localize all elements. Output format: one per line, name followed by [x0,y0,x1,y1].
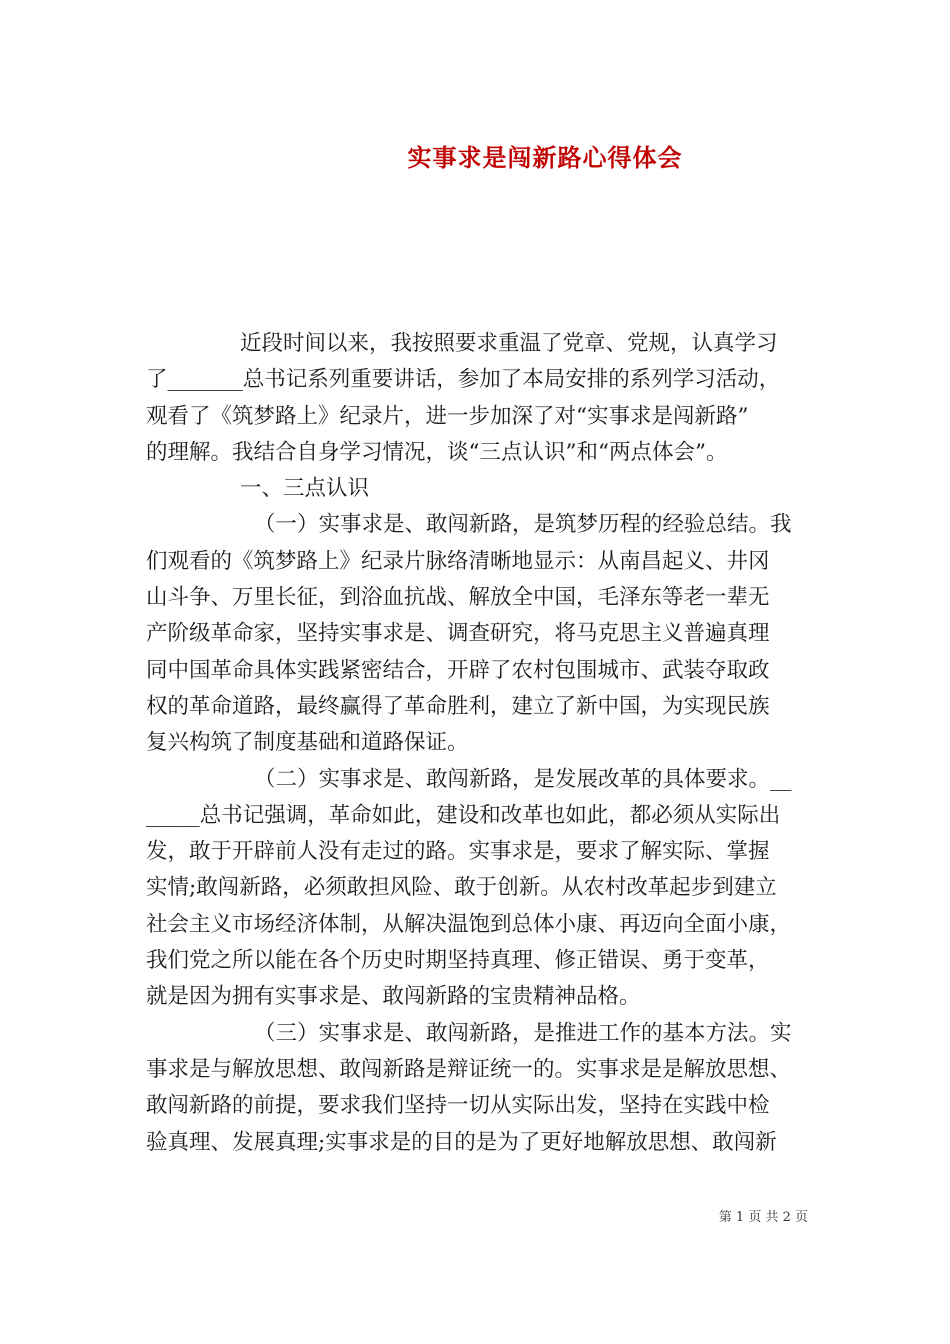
body-text-line: （一）实事求是、敢闯新路，是筑梦历程的经验总结。我 [254,512,792,538]
body-text-line: 产阶级革命家，坚持实事求是、调查研究，将马克思主义普遍真理 [146,621,770,647]
page-footer: 第 1 页 共 2 页 [718,1210,808,1225]
body-text-line: 发，敢于开辟前人没有走过的路。实事求是，要求了解实际、掌握 [146,839,770,865]
body-text-line: 观看了《筑梦路上》纪录片，进一步加深了对“实事求是闯新路” [146,403,749,429]
body-text-line: 山斗争、万里长征，到浴血抗战、解放全中国，毛泽东等老一辈无 [146,585,770,611]
body-text-line: 了_______总书记系列重要讲话，参加了本局安排的系列学习活动， [146,367,781,393]
body-text-line: 验真理、发展真理;实事求是的目的是为了更好地解放思想、敢闯新 [146,1129,777,1155]
body-text-line: 我们党之所以能在各个历史时期坚持真理、修正错误、勇于变革， [146,948,770,974]
document-body [146,326,812,1161]
body-text-line: 敢闯新路的前提，要求我们坚持一切从实际出发，坚持在实践中检 [146,1093,770,1119]
body-text-line: _____总书记强调，革命如此，建设和改革也如此，都必须从实际出 [146,802,781,828]
body-text-line: 实情;敢闯新路，必须敢担风险、敢于创新。从农村改革起步到建立 [146,875,777,901]
body-text-line: 就是因为拥有实事求是、敢闯新路的宝贵精神品格。 [146,984,641,1010]
body-text-line: 权的革命道路，最终赢得了革命胜利，建立了新中国，为实现民族 [146,693,770,719]
body-text-line: 近段时间以来，我按照要求重温了党章、党规，认真学习 [240,331,778,356]
body-text-line: 的理解。我结合自身学习情况，谈“三点认识”和“两点体会”。 [146,439,728,465]
document-title: 实事求是闯新路心得体会 [407,143,683,172]
body-text-line: 复兴构筑了制度基础和道路保证。 [146,730,469,756]
body-text-line: 同中国革命具体实践紧密结合，开辟了农村包围城市、武装夺取政 [146,657,770,683]
body-text-line: 们观看的《筑梦路上》纪录片脉络清晰地显示：从南昌起义、井冈 [146,548,770,574]
body-text-line: 社会主义市场经济体制，从解决温饱到总体小康、再迈向全面小康， [146,911,792,937]
body-text-line: （二）实事求是、敢闯新路，是发展改革的具体要求。__ [254,766,792,792]
section-heading: 一、三点认识 [240,476,370,502]
body-text-line: （三）实事求是、敢闯新路，是推进工作的基本方法。实 [254,1020,792,1046]
body-text-line: 事求是与解放思想、敢闯新路是辩证统一的。实事求是是解放思想、 [146,1056,792,1082]
